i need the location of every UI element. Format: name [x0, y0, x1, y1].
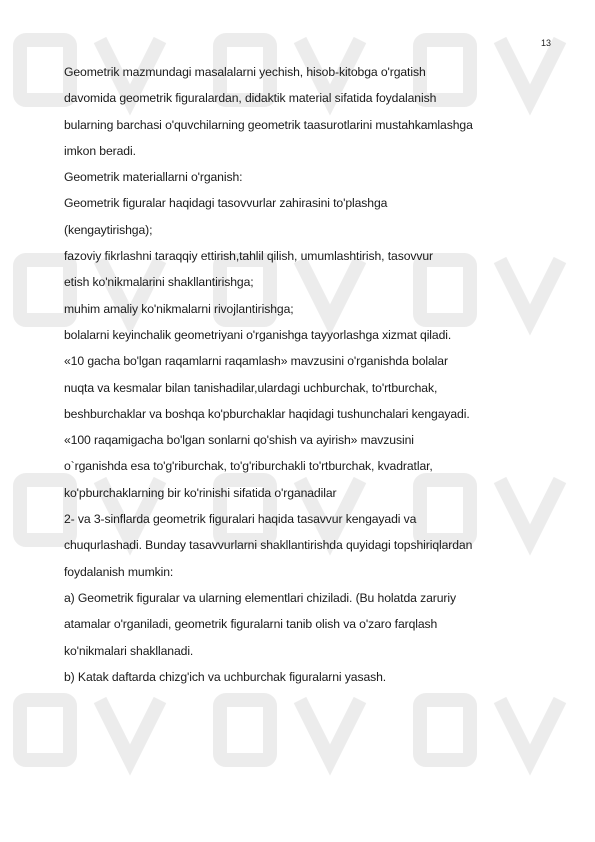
text-line: Geometrik figuralar haqidagi tasovvurlar zahirasini to'plashga	[64, 196, 388, 211]
text-line: Geometrik materiallarni o'rganish:	[64, 170, 243, 185]
text-line: a) Geometrik figuralar va ularning elementlari chiziladi. (Bu holatda zaruriy	[64, 590, 456, 605]
text-line: «10 gacha bo'lgan raqamlarni raqamlash» mavzusini o'rganishda bolalar	[64, 354, 448, 369]
text-line: beshburchaklar va boshqa ko'pburchaklar haqidagi tushunchalari kengayadi.	[64, 406, 470, 421]
text-line: bularning barchasi o'quvchilarning geometrik taasurotlarini mustahkamlashga	[64, 117, 473, 132]
text-line: etish ko'nikmalarini shakllantirishga;	[64, 275, 254, 290]
text-line: ko'pburchaklarning bir ko'rinishi sifatida o'rganadilar	[64, 485, 337, 500]
page-number: 13	[541, 38, 552, 48]
document-body	[64, 65, 534, 696]
text-line: davomida geometrik figuralardan, didaktik material sifatida foydalanish	[64, 91, 437, 106]
text-line: chuqurlashadi. Bunday tasavvurlarni shakllantirishda quyidagi topshiriqlardan	[64, 538, 473, 553]
text-line: Geometrik mazmundagi masalalarni yechish, hisob-kitobga o'rgatish	[64, 65, 426, 79]
text-line: atamalar o'rganiladi, geometrik figuralarni tanib olish va o'zaro farqlash	[64, 617, 438, 632]
text-line: muhim amaliy ko'nikmalarni rivojlantirishga;	[64, 301, 294, 316]
text-line: o`rganishda esa to'g'riburchak, to'g'riburchakli to'rtburchak, kvadratlar,	[64, 459, 433, 474]
text-line: nuqta va kesmalar bilan tanishadilar,ulardagi uchburchak, to'rtburchak,	[64, 380, 438, 395]
text-line: ko'nikmalari shakllanadi.	[64, 643, 194, 658]
text-line: bolalarni keyinchalik geometriyani o'rganishga tayyorlashga xizmat qiladi.	[64, 327, 452, 342]
text-line: foydalanish mumkin:	[64, 564, 174, 579]
text-line: fazoviy fikrlashni taraqqiy ettirish,tahlil qilish, umumlashtirish, tasovvur	[64, 249, 433, 264]
text-line: 2- va 3-sinflarda geometrik figuralari haqida tasavvur kengayadi va	[64, 512, 417, 527]
text-line: b) Katak daftarda chizg'ich va uchburchak figuralarni yasash.	[64, 669, 387, 684]
text-line: imkon beradi.	[64, 143, 136, 158]
text-line: «100 raqamigacha bo'lgan sonlarni qo'shish va ayirish» mavzusini	[64, 433, 414, 448]
text-line: (kengaytirishga);	[64, 222, 153, 237]
